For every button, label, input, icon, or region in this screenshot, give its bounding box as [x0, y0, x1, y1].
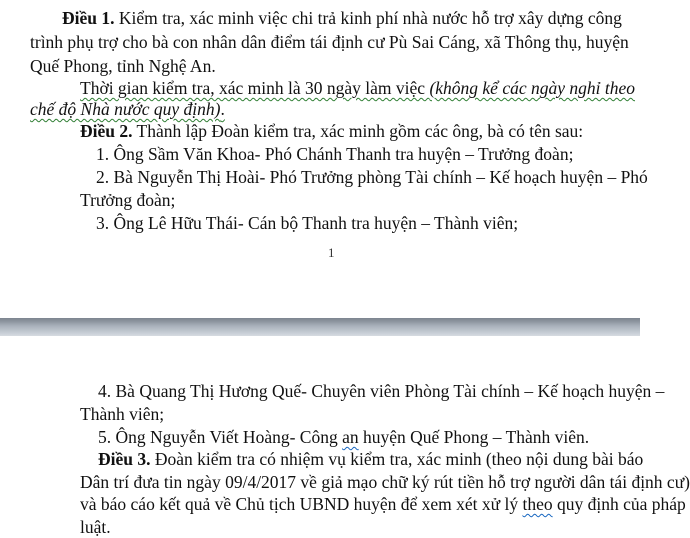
article-3-text-3b: quy định của pháp	[552, 494, 686, 514]
member-5-text-1: 5. Ông Nguyễn Viết Hoàng- Công	[98, 427, 343, 447]
member-4-line-1: 4. Bà Quang Thị Hương Quế- Chuyên viên Phòng Tài chính – Kế hoạch huyện –	[98, 381, 665, 401]
inspection-time-line-2	[30, 99, 225, 120]
article-1-line-1	[62, 8, 622, 29]
member-2-line-2: Trưởng đoàn;	[80, 190, 176, 210]
article-1-line-3: Quế Phong, tỉnh Nghệ An.	[30, 56, 216, 76]
member-5-text-2: huyện Quế Phong – Thành viên.	[358, 427, 590, 447]
article-2-label: Điều 2.	[80, 121, 133, 141]
article-3-line-2: Dân trí đưa tin ngày 09/4/2017 về giả mạo chữ ký rút tiền hỗ trợ người dân tái định cư)	[80, 472, 690, 492]
article-3-line-4: luật.	[80, 517, 111, 537]
article-1-line-2: trình phụ trợ cho bà con nhân dân điểm tái định cư Pù Sai Cáng, xã Thông thụ, huyện	[30, 32, 629, 52]
article-3-line-3	[80, 494, 686, 515]
article-3-text-3a: và báo cáo kết quả về Chủ tịch UBND huyện để xem xét xử lý	[80, 494, 523, 514]
inspection-time-note-1: (không kể các ngày nghỉ theo	[429, 78, 635, 98]
article-1-text-1: Kiểm tra, xác minh việc chi trả kinh phí nhà nước hỗ trợ xây dựng công	[114, 8, 622, 28]
member-4-line-2: Thành viên;	[80, 404, 165, 424]
article-1-label: Điều 1.	[62, 8, 115, 28]
inspection-time-line-1	[80, 78, 635, 99]
member-3: 3. Ông Lê Hữu Thái- Cán bộ Thanh tra huyện – Thành viên;	[96, 213, 519, 233]
member-5-flagged-word: an	[342, 427, 359, 447]
article-3-line-1	[98, 449, 643, 470]
article-3-flagged-word: theo	[522, 494, 553, 514]
inspection-time-text: Thời gian kiểm tra, xác minh là 30 ngày làm việc	[80, 78, 430, 98]
member-5	[98, 427, 589, 448]
article-2-text: Thành lập Đoàn kiểm tra, xác minh gồm các ông, bà có tên sau:	[132, 121, 584, 141]
member-2-line-1: 2. Bà Nguyễn Thị Hoài- Phó Trưởng phòng Tài chính – Kế hoạch huyện – Phó	[96, 167, 648, 187]
article-3-text-1: Đoàn kiểm tra có nhiệm vụ kiểm tra, xác minh (theo nội dung bài báo	[150, 449, 644, 469]
page-number: 1	[328, 245, 335, 260]
member-1: 1. Ông Sầm Văn Khoa- Phó Chánh Thanh tra huyện – Trưởng đoàn;	[96, 144, 574, 164]
article-2-line	[80, 121, 583, 142]
article-3-label: Điều 3.	[98, 449, 151, 469]
page-break-gap	[0, 318, 640, 336]
inspection-time-note-2: chế độ Nhà nước quy định)	[30, 99, 221, 119]
inspection-time-end: .	[220, 99, 225, 119]
document-page-2	[0, 336, 690, 537]
